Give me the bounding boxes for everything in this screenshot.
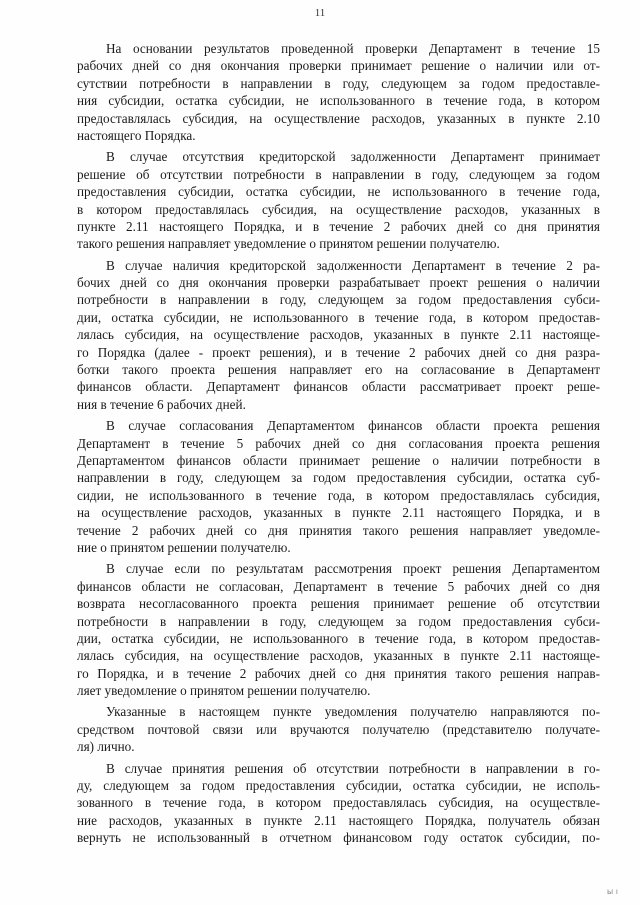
text-line: сидии, не использованного в течение года, в котором предоставлялась субсидия, xyxy=(77,487,600,503)
text-line: потребности в направлении в году, следующем за годом предоставления субси- xyxy=(77,613,600,629)
text-line: предоставления субсидии, остатка субсидии, не использованного в течение года, xyxy=(77,184,600,200)
corner-mark: ы ı xyxy=(606,887,618,896)
text-line: направлении в году, следующем за годом предоставления субсидии, остатка суб- xyxy=(77,470,600,486)
text-line: В случае отсутствия кредиторской задолженности Департамент принимает xyxy=(106,149,600,165)
text-line: лялась субсидия, на осуществление расходов, указанных в пункте 2.11 настояще- xyxy=(77,327,600,343)
text-line: Департамент в течение 5 рабочих дней со дня согласования проекта решения xyxy=(77,435,600,451)
text-line: В случае согласования Департаментом финансов области проекта решения xyxy=(106,418,600,434)
text-line: ляет уведомление о принятом решении получателю. xyxy=(77,683,371,699)
text-line: ля) лично. xyxy=(77,739,135,755)
text-line: возврата несогласованного проекта решения принимает решение об отсутствии xyxy=(77,596,600,612)
text-line: рабочих дней со дня окончания проверки принимает решение о наличии или от- xyxy=(77,58,600,74)
document-body xyxy=(77,40,600,847)
text-line: На основании результатов проведенной проверки Департамент в течение 15 xyxy=(106,41,600,56)
text-line: такого решения направляет уведомление о принятом решении получателю. xyxy=(77,236,500,252)
text-line: вернуть не использованный в отчетном финансовом году остаток субсидии, по- xyxy=(77,830,600,846)
text-line: настоящего Порядка. xyxy=(77,127,196,143)
paragraph xyxy=(77,148,600,252)
text-line: ние о принятом решении получателю. xyxy=(77,539,291,555)
text-line: сутствии потребности в направлении в году, следующем за годом предоставле- xyxy=(77,75,600,91)
text-line: Департаментом финансов области принимает решение о наличии потребности в xyxy=(77,452,600,468)
text-line: решение об отсутствии потребности в направлении в году, следующем за годом xyxy=(77,166,600,182)
paragraph xyxy=(77,417,600,556)
paragraph xyxy=(77,560,600,699)
text-line: зованного в течение года, в котором предоставлялась субсидия, на осуществле- xyxy=(77,795,600,811)
text-line: финансов области. Департамент финансов области рассматривает проект реше- xyxy=(77,379,600,395)
text-line: ботки такого проекта решения направляет его на согласование в Департамент xyxy=(77,362,600,378)
paragraph xyxy=(77,40,600,144)
text-line: в котором предоставлялась субсидия, на осуществление расходов, указанных в xyxy=(77,201,600,217)
text-line: предоставлялась субсидия, на осуществление расходов, указанных в пункте 2.10 xyxy=(77,110,600,126)
text-line: средством почтовой связи или вручаются получателю (представителю получате- xyxy=(77,721,600,737)
text-line: В случае наличия кредиторской задолженности Департамент в течение 2 ра- xyxy=(106,257,600,273)
text-line: го Порядка, и в течение 2 рабочих дней со дня принятия такого решения направ- xyxy=(77,665,600,681)
text-line: бочих дней со дня окончания проверки разрабатывает проект решения о наличии xyxy=(77,275,600,291)
text-line: Указанные в настоящем пункте уведомления получателю направляются по- xyxy=(106,704,600,720)
text-line: финансов области не согласован, Департамент в течение 5 рабочих дней со дня xyxy=(77,578,600,594)
text-line: В случае если по результатам рассмотрения проект решения Департаментом xyxy=(106,561,600,577)
page-number: 11 xyxy=(314,7,326,19)
text-line: потребности в направлении в году, следующем за годом предоставления субси- xyxy=(77,292,600,308)
text-line: дии, остатка субсидии, не использованного в течение года, в котором предостав- xyxy=(77,630,600,646)
text-line: В случае принятия решения об отсутствии потребности в направлении в го- xyxy=(106,760,600,776)
text-line: дии, остатка субсидии, не использованного в течение года, в котором предостав- xyxy=(77,309,600,325)
text-line: ния субсидии, остатка субсидии, не использованного в течение года, в котором xyxy=(77,93,600,109)
text-line: лялась субсидия, на осуществление расходов, указанных в пункте 2.11 настояще- xyxy=(77,648,600,664)
text-line: течение 2 рабочих дней со дня принятия такого решения направляет уведомле- xyxy=(77,522,600,538)
paragraph xyxy=(77,703,600,755)
paragraph xyxy=(77,760,600,847)
text-line: на осуществление расходов, указанных в пункте 2.11 настоящего Порядка, и в xyxy=(77,505,600,521)
text-line: ния в течение 6 рабочих дней. xyxy=(77,396,246,412)
text-line: ду, следующем за годом предоставления субсидии, остатка субсидии, не исполь- xyxy=(77,778,600,794)
text-line: пункте 2.11 настоящего Порядка, и в течение 2 рабочих дней со дня принятия xyxy=(77,218,600,234)
text-line: ние расходов, указанных в пункте 2.11 настоящего Порядка, получатель обязан xyxy=(77,812,600,828)
paragraph xyxy=(77,257,600,414)
text-line: го Порядка (далее - проект решения), и в течение 2 рабочих дней со дня разра- xyxy=(77,344,600,360)
